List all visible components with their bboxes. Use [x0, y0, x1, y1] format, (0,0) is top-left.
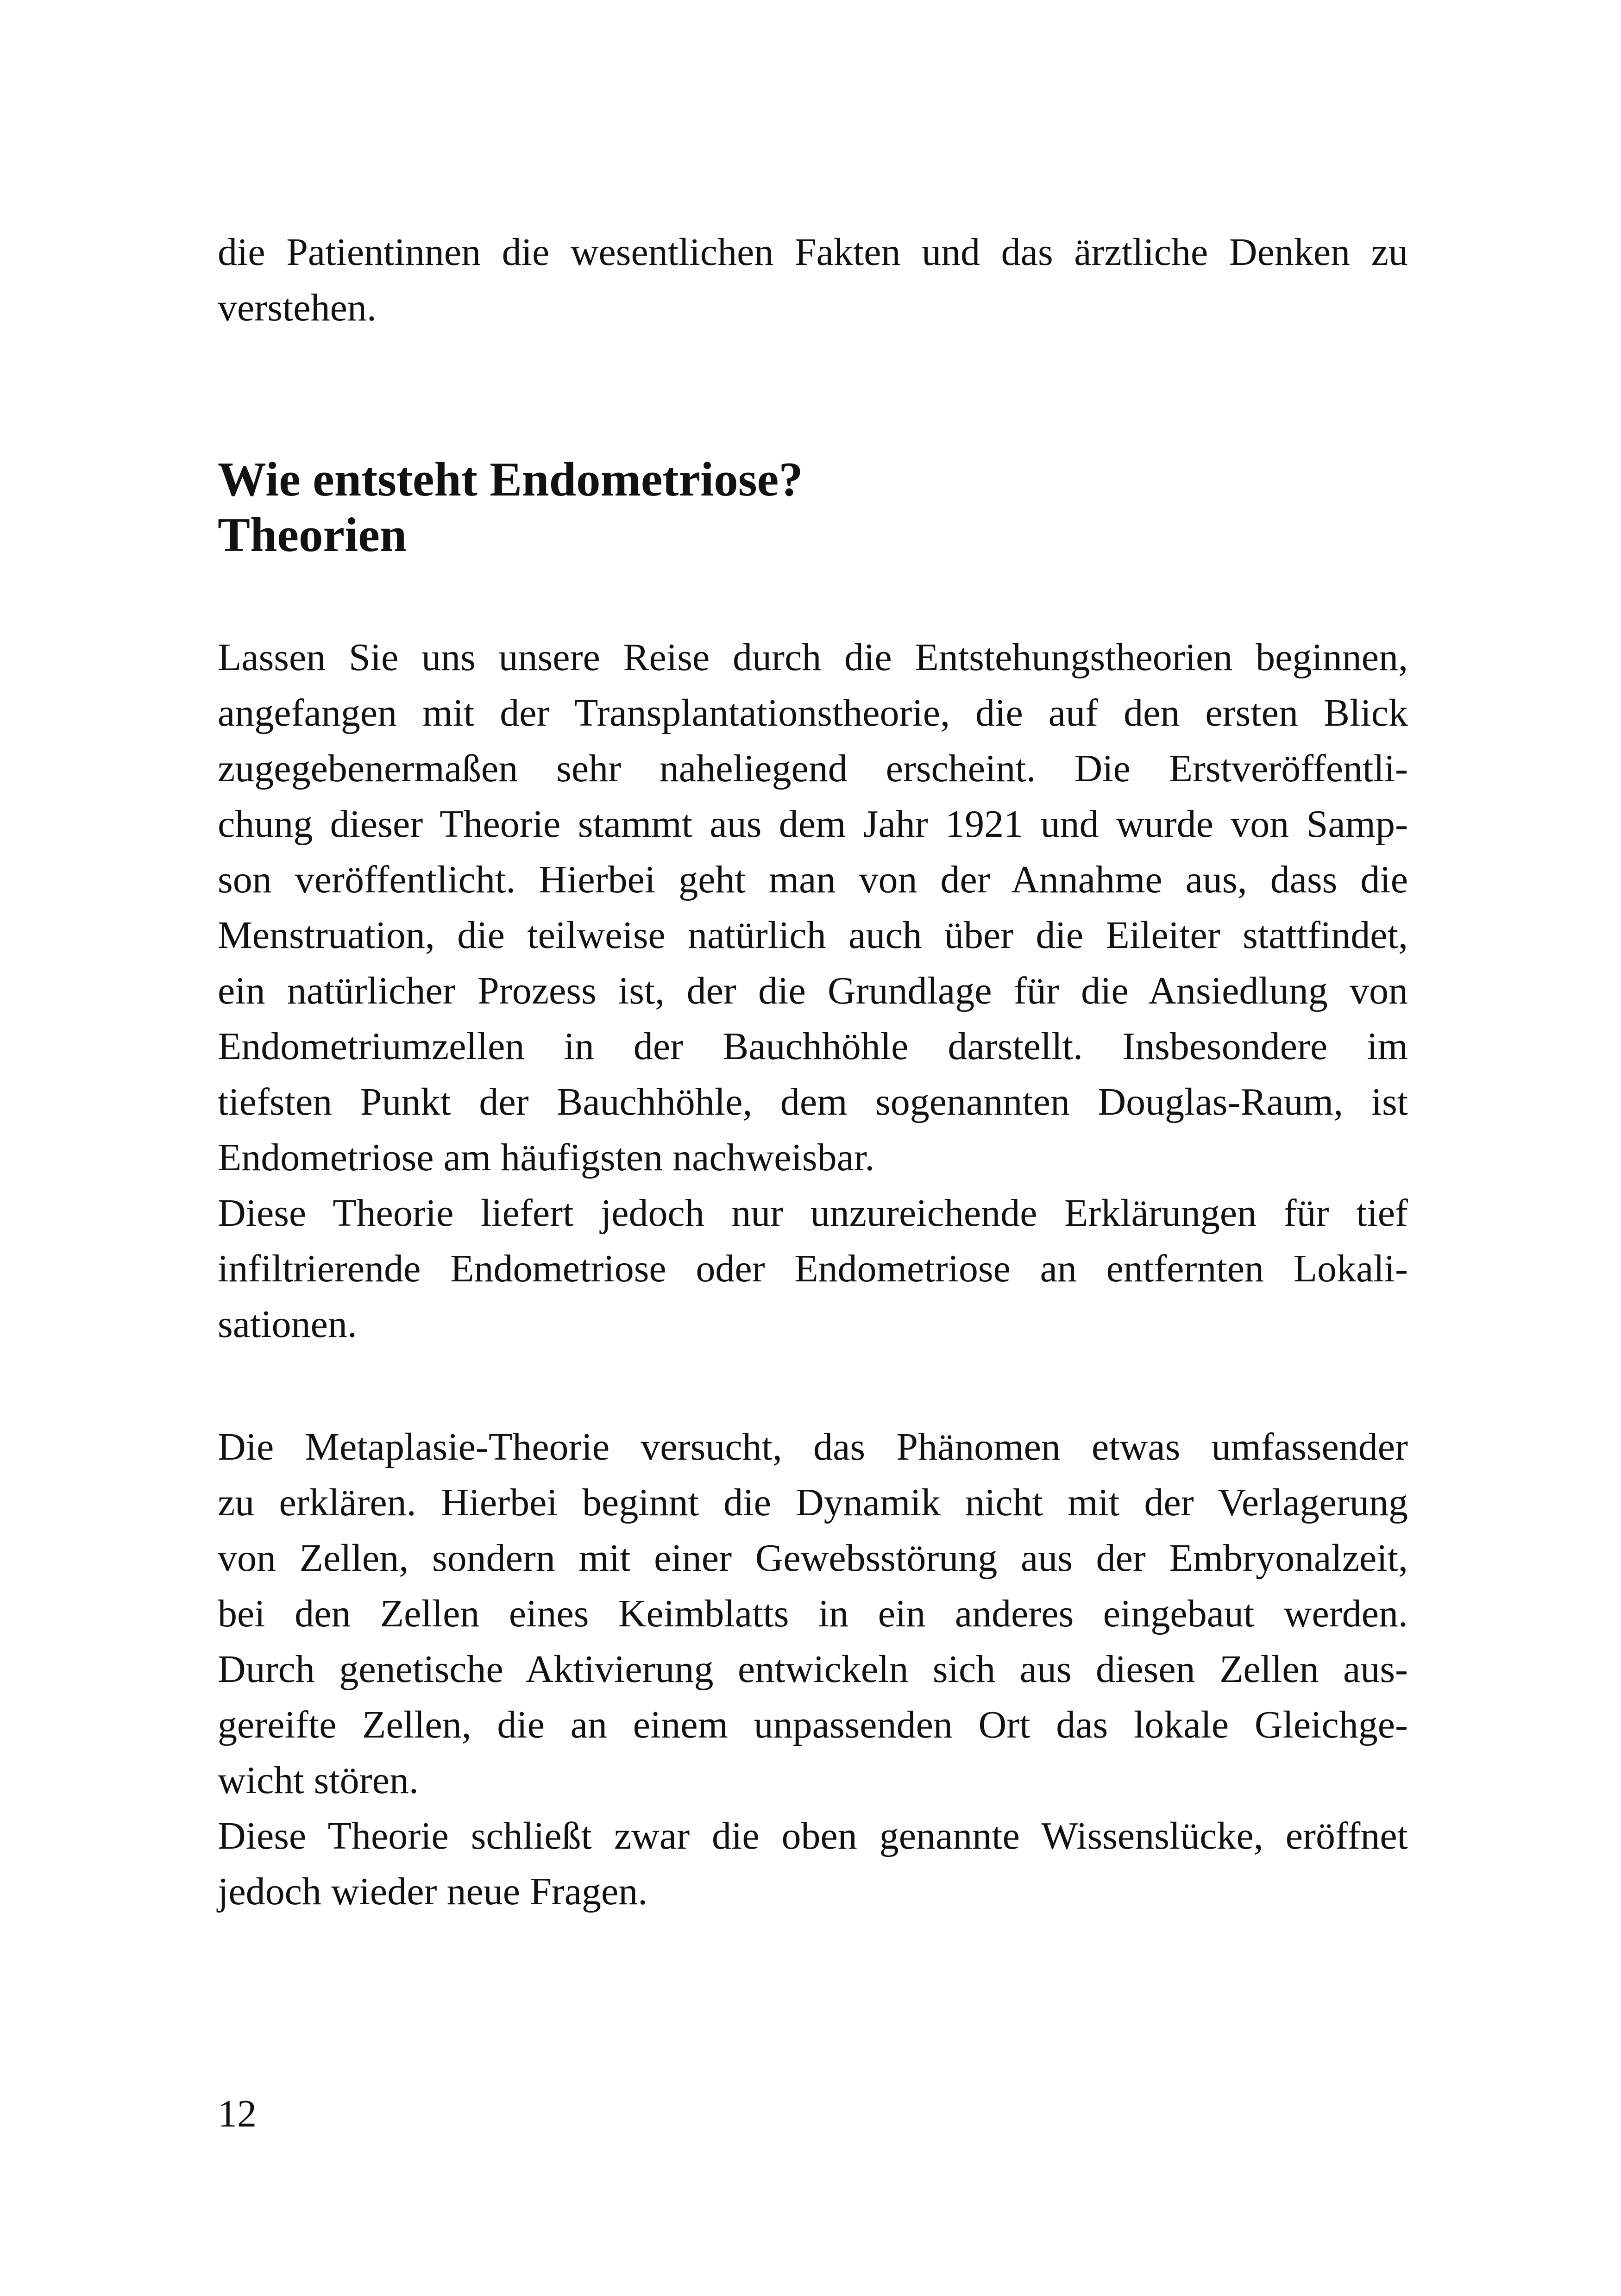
paragraph2-line-1: Diese Theorie liefert jedoch nur unzureichende Erklärungen für tief: [218, 1192, 1408, 1235]
paragraph3-line-7: wicht stören.: [218, 1759, 419, 1802]
paragraph1-line-7: ein natürlicher Prozess ist, der die Grundlage für die Ansiedlung von: [218, 969, 1408, 1012]
paragraph2-line-2: infiltrierende Endometriose oder Endometriose an entfernten Lokali-: [218, 1247, 1408, 1290]
intro-line-1: die Patientinnen die wesentlichen Fakten und das ärztliche Denken zu: [218, 231, 1408, 274]
paragraph3-line-1: Die Metaplasie-Theorie versucht, das Phänomen etwas umfassender: [218, 1425, 1408, 1468]
paragraph4-line-2: jedoch wieder neue Fragen.: [218, 1870, 648, 1913]
paragraph1-line-2: angefangen mit der Transplantationstheorie, die auf den ersten Blick: [218, 691, 1408, 734]
paragraph3-line-6: gereifte Zellen, die an einem unpassenden Ort das lokale Gleichge-: [218, 1703, 1408, 1746]
paragraph1-line-5: son veröffentlicht. Hierbei geht man von der Annahme aus, dass die: [218, 858, 1408, 901]
paragraph1-line-4: chung dieser Theorie stammt aus dem Jahr 1921 und wurde von Samp-: [218, 803, 1408, 846]
section-heading-line-2: Theorien: [218, 508, 407, 562]
paragraph1-line-6: Menstruation, die teilweise natürlich auch über die Eileiter stattfindet,: [218, 914, 1408, 957]
paragraph3-line-3: von Zellen, sondern mit einer Gewebsstörung aus der Embryonalzeit,: [218, 1537, 1408, 1580]
paragraph1-line-9: tiefsten Punkt der Bauchhöhle, dem sogenannten Douglas-Raum, ist: [218, 1080, 1408, 1123]
section-heading-line-1: Wie entsteht Endometriose?: [218, 452, 803, 506]
intro-line-2: verstehen.: [218, 286, 377, 329]
paragraph1-line-10: Endometriose am häufigsten nachweisbar.: [218, 1136, 875, 1179]
paragraph3-line-5: Durch genetische Aktivierung entwickeln sich aus diesen Zellen aus-: [218, 1648, 1408, 1691]
paragraph3-line-4: bei den Zellen eines Keimblatts in ein anderes eingebaut werden.: [218, 1592, 1408, 1635]
paragraph2-line-3: sationen.: [218, 1303, 357, 1346]
paragraph3-line-2: zu erklären. Hierbei beginnt die Dynamik nicht mit der Verlagerung: [218, 1481, 1408, 1524]
paragraph4-line-1: Diese Theorie schließt zwar die oben genannte Wissenslücke, eröffnet: [218, 1814, 1408, 1857]
paragraph1-line-1: Lassen Sie uns unsere Reise durch die Entstehungstheorien beginnen,: [218, 636, 1408, 679]
paragraph1-line-3: zugegebenermaßen sehr naheliegend erscheint. Die Erstveröffentli-: [218, 747, 1408, 790]
paragraph1-line-8: Endometriumzellen in der Bauchhöhle darstellt. Insbesondere im: [218, 1025, 1408, 1068]
page-number: 12: [218, 2092, 257, 2135]
